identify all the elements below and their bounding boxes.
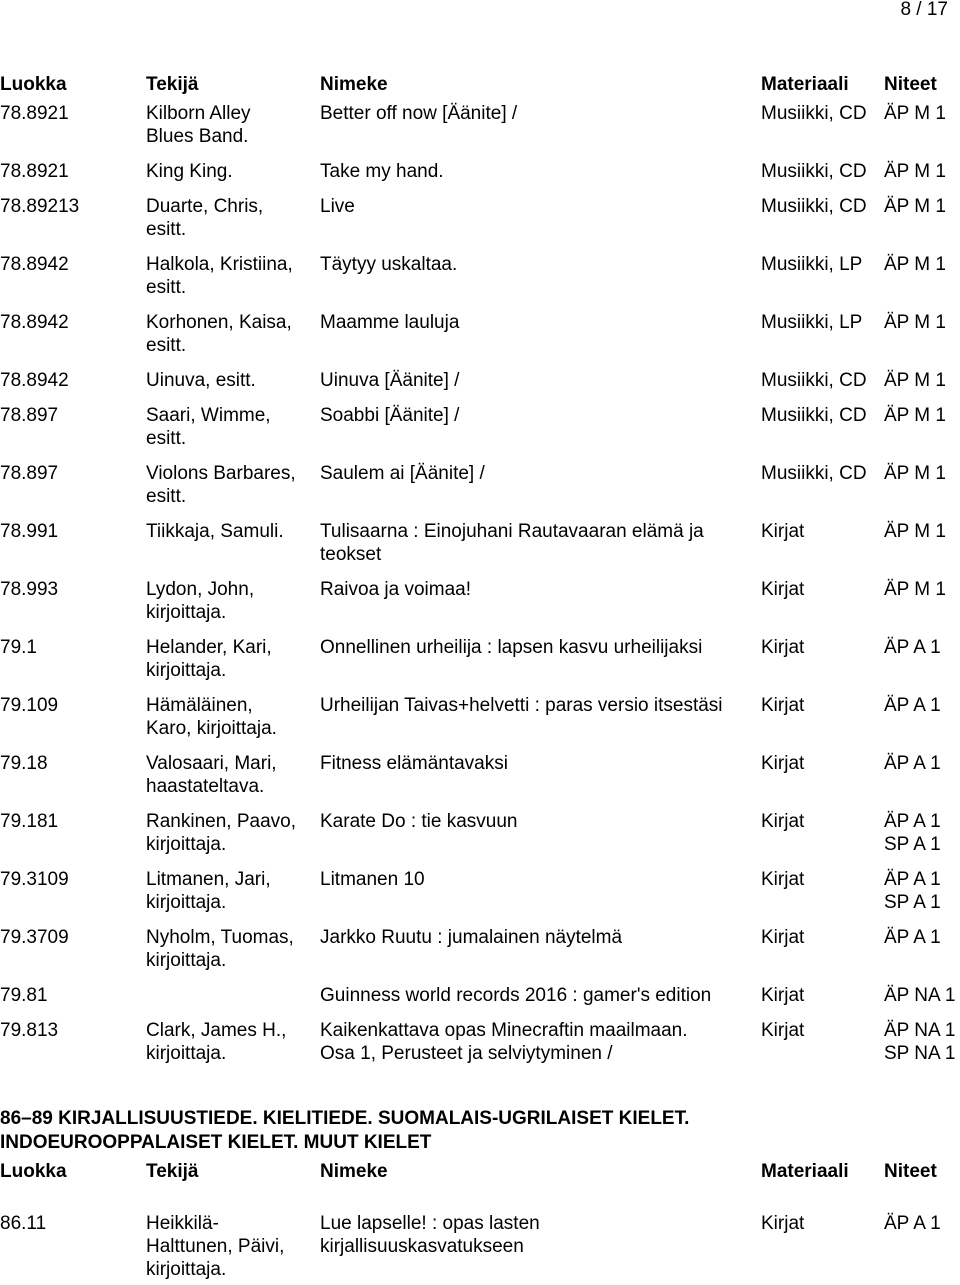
cell-materiaali: Kirjat [761,985,805,1006]
cell-materiaali: Kirjat [761,521,805,542]
cell-niteet [884,1212,960,1281]
table-row [0,160,960,195]
column-header-luokka: Luokka [0,74,67,95]
cell-tekija-line: Helander, Kari, [146,637,272,658]
cell-nimeke-line: Täytyy uskaltaa. [320,254,458,275]
column-header-nimeke: Nimeke [320,1161,388,1182]
cell-niteet-line: ÄP NA 1 [884,1020,956,1041]
cell-nimeke [320,102,761,160]
cell-nimeke-line: Kaikenkattava opas Minecraftin maailmaan. [320,1020,688,1041]
cell-nimeke [320,160,761,195]
cell-nimeke-line: Urheilijan Taivas+helvetti : paras versio itsestäsi [320,695,723,716]
cell-tekija [146,462,320,520]
cell-niteet-line: ÄP A 1 [884,811,941,832]
cell-luokka: 79.813 [0,1020,59,1041]
cell-nimeke [320,694,761,752]
table-row [0,636,960,694]
section-heading-line-2: INDOEUROOPPALAISET KIELET. MUUT KIELET [0,1132,432,1153]
cell-nimeke [320,578,761,636]
cell-niteet-line: ÄP A 1 [884,753,941,774]
cell-materiaali: Kirjat [761,637,805,658]
cell-nimeke [320,926,761,984]
cell-niteet [884,369,960,404]
cell-materiaali: Kirjat [761,695,805,716]
cell-materiaali: Musiikki, CD [761,103,867,124]
cell-tekija-line: Litmanen, Jari, [146,869,271,890]
cell-luokka: 86.11 [0,1213,47,1234]
cell-tekija [146,404,320,462]
cell-tekija [146,984,320,1019]
cell-materiaali: Musiikki, LP [761,254,863,275]
cell-niteet [884,1019,960,1077]
cell-tekija-line: kirjoittaja. [146,1259,227,1280]
cell-niteet-line: ÄP M 1 [884,161,946,182]
cell-luokka: 78.897 [0,463,59,484]
cell-materiaali: Kirjat [761,869,805,890]
table-header-row [0,73,960,102]
cell-niteet [884,253,960,311]
cell-nimeke-line: Fitness elämäntavaksi [320,753,508,774]
cell-tekija-line: esitt. [146,219,187,240]
cell-tekija [146,578,320,636]
table-row [0,810,960,868]
cell-nimeke [320,369,761,404]
cell-luokka: 78.8942 [0,370,69,391]
cell-tekija [146,520,320,578]
cell-tekija-line: haastateltava. [146,776,265,797]
cell-nimeke-line: kirjallisuuskasvatukseen [320,1236,524,1257]
cell-materiaali: Kirjat [761,1020,805,1041]
cell-tekija [146,195,320,253]
section-catalog-table [0,1160,960,1281]
column-header-tekija: Tekijä [146,74,199,95]
column-header-niteet: Niteet [884,1161,937,1182]
cell-tekija-line: esitt. [146,428,187,449]
cell-niteet-line: SP A 1 [884,892,941,913]
cell-niteet-line: ÄP A 1 [884,695,941,716]
cell-tekija-line: Hämäläinen, [146,695,253,716]
cell-tekija [146,926,320,984]
column-header-materiaali: Materiaali [761,1161,849,1182]
cell-niteet-line: ÄP M 1 [884,196,946,217]
cell-tekija-line: King King. [146,161,233,182]
cell-niteet-line: ÄP M 1 [884,312,946,333]
cell-materiaali: Musiikki, CD [761,463,867,484]
cell-niteet-line: ÄP A 1 [884,1213,941,1234]
cell-tekija [146,752,320,810]
cell-nimeke-line: Lue lapselle! : opas lasten [320,1213,540,1234]
cell-tekija-line: kirjoittaja. [146,1043,227,1064]
cell-niteet-line: ÄP NA 1 [884,985,956,1006]
cell-nimeke-line: Soabbi [Äänite] / [320,405,460,426]
cell-nimeke-line: Onnellinen urheilija : lapsen kasvu urheilijaksi [320,637,703,658]
cell-niteet-line: SP A 1 [884,834,941,855]
cell-tekija [146,369,320,404]
cell-tekija [146,810,320,868]
cell-luokka: 79.18 [0,753,48,774]
cell-nimeke-line: Tulisaarna : Einojuhani Rautavaaran elämä ja [320,521,704,542]
cell-luokka: 78.8942 [0,312,69,333]
cell-niteet [884,195,960,253]
cell-tekija-line: Kilborn Alley [146,103,251,124]
cell-tekija [146,160,320,195]
cell-tekija [146,253,320,311]
cell-niteet [884,160,960,195]
cell-materiaali: Kirjat [761,811,805,832]
cell-materiaali: Kirjat [761,753,805,774]
cell-niteet [884,311,960,369]
column-header-tekija: Tekijä [146,1161,199,1182]
cell-tekija [146,311,320,369]
cell-materiaali: Musiikki, CD [761,161,867,182]
cell-nimeke [320,520,761,578]
cell-niteet [884,926,960,984]
cell-nimeke-line: Guinness world records 2016 : gamer's edition [320,985,712,1006]
cell-tekija [146,1019,320,1077]
table-row [0,1212,960,1281]
cell-tekija-line: esitt. [146,335,187,356]
cell-luokka: 78.89213 [0,196,80,217]
table-row [0,311,960,369]
table-row [0,195,960,253]
cell-tekija-line: Halkola, Kristiina, [146,254,293,275]
table-row [0,253,960,311]
cell-niteet [884,984,960,1019]
cell-luokka: 79.81 [0,985,48,1006]
cell-nimeke [320,636,761,694]
cell-niteet-line: ÄP M 1 [884,521,946,542]
cell-tekija-line: Saari, Wimme, [146,405,271,426]
cell-luokka: 78.991 [0,521,59,542]
table-header-row [0,1160,960,1212]
cell-nimeke-line: teokset [320,544,382,565]
cell-luokka: 78.897 [0,405,59,426]
cell-materiaali: Musiikki, CD [761,370,867,391]
catalog-table [0,73,960,1077]
cell-tekija-line: Karo, kirjoittaja. [146,718,277,739]
cell-niteet-line: ÄP A 1 [884,637,941,658]
cell-tekija-line: Halttunen, Päivi, [146,1236,285,1257]
section-heading [0,1107,960,1155]
cell-nimeke-line: Maamme lauluja [320,312,460,333]
cell-tekija-line: Lydon, John, [146,579,255,600]
cell-niteet-line: ÄP M 1 [884,103,946,124]
cell-tekija [146,636,320,694]
table-row [0,102,960,160]
table-row [0,404,960,462]
cell-nimeke-line: Better off now [Äänite] / [320,103,518,124]
cell-luokka: 79.3109 [0,869,69,890]
cell-luokka: 79.1 [0,637,37,658]
cell-nimeke-line: Karate Do : tie kasvuun [320,811,518,832]
cell-tekija-line: Clark, James H., [146,1020,287,1041]
cell-niteet [884,810,960,868]
column-header-nimeke: Nimeke [320,74,388,95]
table-row [0,462,960,520]
cell-nimeke [320,195,761,253]
cell-materiaali: Kirjat [761,1213,805,1234]
cell-nimeke-line: Jarkko Ruutu : jumalainen näytelmä [320,927,623,948]
column-header-luokka: Luokka [0,1161,67,1182]
cell-tekija-line: Blues Band. [146,126,249,147]
cell-niteet-line: ÄP M 1 [884,370,946,391]
page-number: 8 / 17 [900,0,948,20]
cell-nimeke [320,752,761,810]
cell-nimeke [320,1212,761,1281]
cell-tekija-line: kirjoittaja. [146,950,227,971]
table-row [0,926,960,984]
cell-tekija-line: Korhonen, Kaisa, [146,312,292,333]
cell-luokka: 78.8921 [0,103,69,124]
cell-nimeke [320,404,761,462]
cell-tekija-line: kirjoittaja. [146,892,227,913]
cell-niteet [884,752,960,810]
cell-niteet-line: ÄP M 1 [884,463,946,484]
cell-luokka: 79.109 [0,695,59,716]
cell-nimeke [320,810,761,868]
cell-tekija-line: Nyholm, Tuomas, [146,927,294,948]
cell-nimeke [320,868,761,926]
cell-nimeke [320,462,761,520]
cell-materiaali: Musiikki, CD [761,196,867,217]
table-row [0,1019,960,1077]
cell-materiaali: Kirjat [761,579,805,600]
cell-niteet-line: ÄP A 1 [884,927,941,948]
cell-tekija-line: kirjoittaja. [146,834,227,855]
cell-niteet-line: ÄP M 1 [884,405,946,426]
cell-niteet [884,520,960,578]
column-header-niteet: Niteet [884,74,937,95]
table-row [0,520,960,578]
cell-luokka: 79.181 [0,811,59,832]
cell-nimeke-line: Saulem ai [Äänite] / [320,463,485,484]
cell-niteet-line: SP NA 1 [884,1043,956,1064]
cell-tekija-line: Uinuva, esitt. [146,370,256,391]
cell-tekija-line: Heikkilä- [146,1213,219,1234]
cell-niteet [884,636,960,694]
cell-luokka: 78.8921 [0,161,69,182]
cell-tekija-line: kirjoittaja. [146,602,227,623]
cell-niteet [884,462,960,520]
section-heading-line-1: 86–89 KIRJALLISUUSTIEDE. KIELITIEDE. SUOMALAIS-UGRILAISET KIELET. [0,1108,690,1129]
cell-nimeke-line: Osa 1, Perusteet ja selviytyminen / [320,1043,613,1064]
cell-nimeke [320,311,761,369]
cell-niteet-line: ÄP A 1 [884,869,941,890]
cell-tekija-line: Tiikkaja, Samuli. [146,521,284,542]
cell-tekija-line: Duarte, Chris, [146,196,264,217]
cell-tekija-line: esitt. [146,486,187,507]
table-row [0,369,960,404]
table-row [0,868,960,926]
cell-tekija-line: Rankinen, Paavo, [146,811,296,832]
cell-nimeke-line: Take my hand. [320,161,444,182]
cell-tekija [146,102,320,160]
cell-nimeke-line: Uinuva [Äänite] / [320,370,460,391]
cell-niteet [884,578,960,636]
cell-nimeke [320,1019,761,1077]
cell-tekija-line: kirjoittaja. [146,660,227,681]
table-row [0,984,960,1019]
cell-tekija-line: Valosaari, Mari, [146,753,277,774]
cell-tekija-line: esitt. [146,277,187,298]
cell-tekija [146,868,320,926]
table-row [0,752,960,810]
cell-materiaali: Musiikki, LP [761,312,863,333]
cell-luokka: 78.8942 [0,254,69,275]
cell-niteet [884,102,960,160]
cell-materiaali: Musiikki, CD [761,405,867,426]
table-row [0,578,960,636]
cell-nimeke-line: Litmanen 10 [320,869,425,890]
cell-nimeke-line: Live [320,196,355,217]
cell-luokka: 79.3709 [0,927,69,948]
cell-niteet-line: ÄP M 1 [884,254,946,275]
table-row [0,694,960,752]
cell-nimeke [320,984,761,1019]
cell-materiaali: Kirjat [761,927,805,948]
cell-niteet [884,868,960,926]
cell-niteet [884,404,960,462]
column-header-materiaali: Materiaali [761,74,849,95]
cell-niteet-line: ÄP M 1 [884,579,946,600]
cell-niteet [884,694,960,752]
cell-luokka: 78.993 [0,579,59,600]
cell-tekija [146,694,320,752]
cell-nimeke [320,253,761,311]
cell-tekija [146,1212,320,1281]
cell-tekija-line: Violons Barbares, [146,463,296,484]
cell-nimeke-line: Raivoa ja voimaa! [320,579,472,600]
